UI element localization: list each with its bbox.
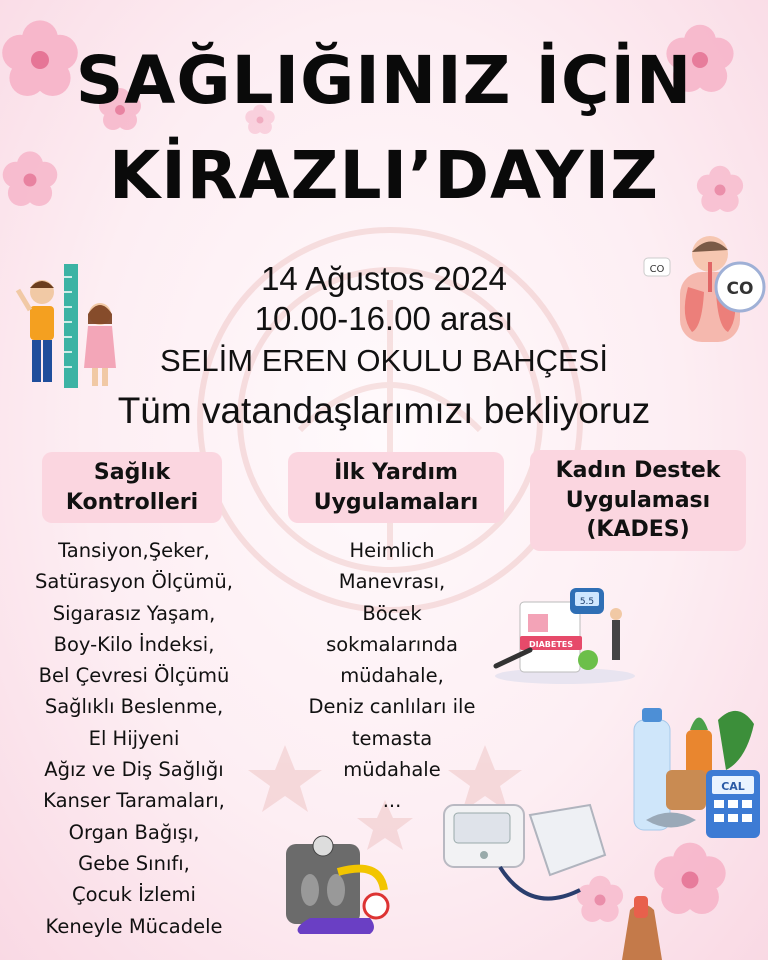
children-height-chart-icon	[12, 262, 122, 392]
lungs-co-icon	[640, 232, 768, 362]
list-item: Heimlich	[349, 539, 435, 562]
header-line: Uygulamaları	[313, 489, 479, 515]
header-saglik-kontrolleri	[42, 452, 222, 523]
header-line: (KADES)	[586, 517, 690, 543]
list-item: Çocuk İzlemi	[72, 883, 196, 907]
list-item: müdahale	[343, 758, 441, 782]
co-label: CO	[726, 279, 754, 299]
calculator-label: CAL	[721, 780, 745, 793]
event-time: 10.00-16.00 arası	[254, 300, 514, 337]
event-invite: Tüm vatandaşlarımızı bekliyoruz	[117, 390, 651, 431]
list-item: Boy-Kilo İndeksi,	[53, 632, 215, 656]
event-place: SELİM EREN OKULU BAHÇESİ	[160, 343, 608, 378]
event-date: 14 Ağustos 2024	[261, 260, 507, 297]
list-item: ...	[382, 789, 402, 813]
header-ilk-yardim	[288, 452, 504, 523]
header-line: Kontrolleri	[65, 489, 199, 515]
header-line: Kadın Destek	[555, 458, 721, 483]
list-item: Bel Çevresi Ölçümü	[38, 664, 230, 688]
list-item: El Hijyeni	[88, 726, 180, 750]
list-item: müdahale,	[340, 664, 444, 688]
scale-fitness-icon	[280, 830, 400, 950]
list-item: Deniz canlıları ile	[308, 695, 476, 719]
list-item: Sağlıklı Beslenme,	[44, 695, 224, 719]
list-item: Sigarasız Yaşam,	[52, 601, 216, 625]
list-item: Organ Bağışı,	[68, 820, 200, 844]
blood-pressure-monitor-icon	[440, 795, 610, 905]
header-line: Uygulaması	[565, 487, 711, 513]
list-item: sokmalarında	[326, 632, 458, 656]
list-item: temasta	[351, 726, 433, 750]
hand-icon	[612, 880, 672, 960]
header-line: Sağlık	[93, 460, 171, 485]
page-title-line1: SAĞLIĞINIZ İÇİN	[75, 42, 693, 119]
list-item: Böcek	[362, 601, 422, 625]
header-kades	[530, 450, 746, 551]
list-item: Kanser Taramaları,	[43, 789, 225, 813]
list-saglik-kontrolleri	[0, 535, 268, 942]
healthy-food-calculator-icon	[626, 700, 766, 850]
list-item: Satürasyon Ölçümü,	[35, 570, 233, 594]
page-title-line2: KİRAZLI’DAYIZ	[109, 137, 659, 214]
glucometer-reading: 5.5	[579, 597, 595, 607]
list-item: Gebe Sınıfı,	[78, 851, 190, 875]
list-item: Tansiyon,Şeker,	[58, 539, 210, 562]
header-line: İlk Yardım	[334, 460, 458, 485]
list-item: Keneyle Mücadele	[45, 914, 223, 938]
list-ilk-yardim	[282, 535, 502, 817]
diabetes-test-icon	[490, 580, 640, 690]
co-label-small: CO	[649, 264, 665, 275]
list-item: Manevrası,	[338, 570, 446, 594]
list-item: Ağız ve Diş Sağlığı	[44, 758, 224, 782]
diabetes-label: DIABETES	[528, 640, 574, 649]
